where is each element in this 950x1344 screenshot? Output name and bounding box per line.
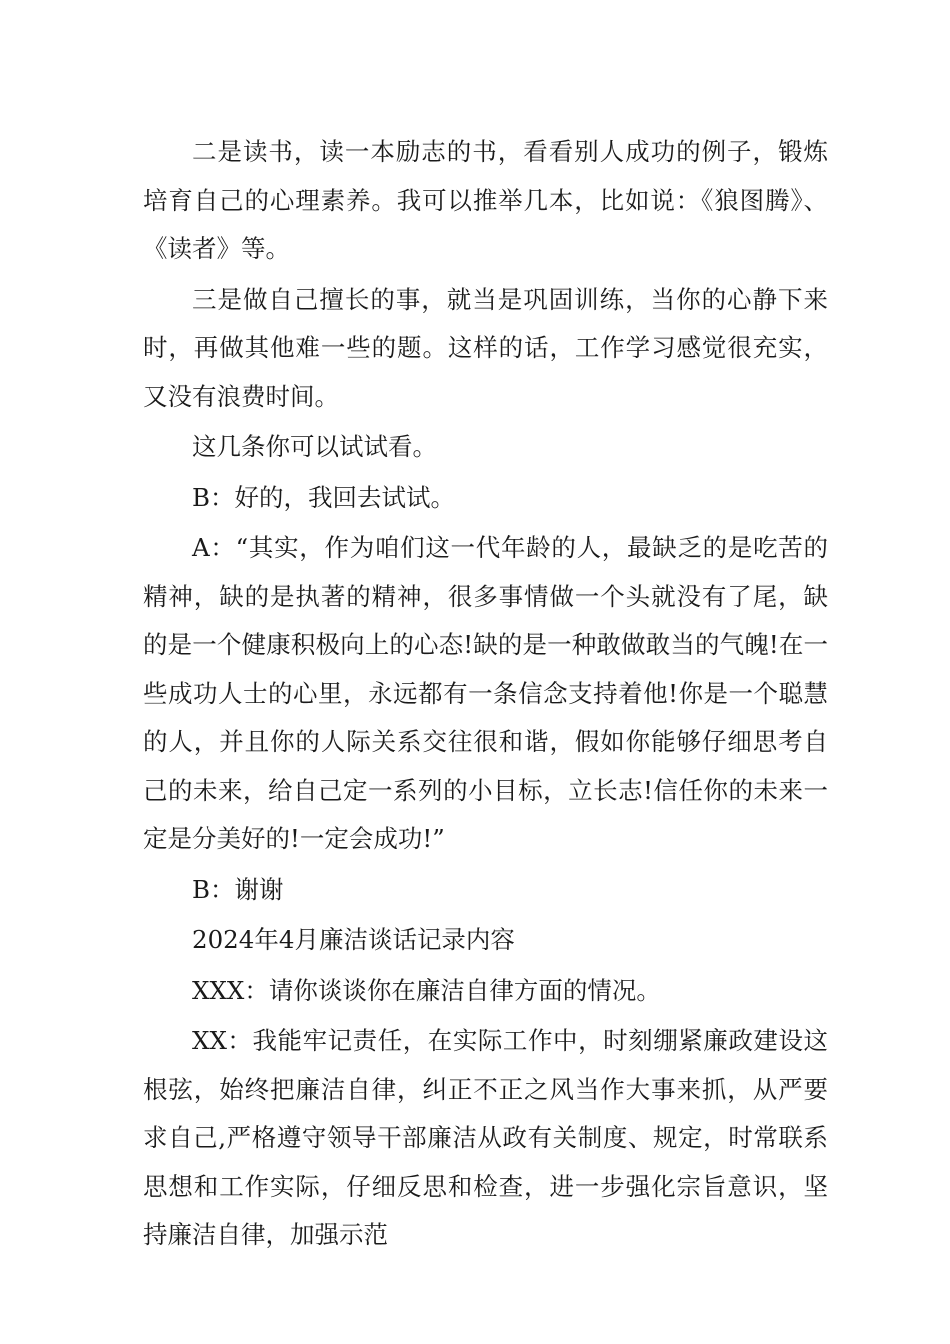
paragraph-question: XXX：请你谈谈你在廉洁自律方面的情况。 [192, 975, 661, 1005]
paragraph-answer: XX：我能牢记责任，在实际工作中，时刻绷紧廉政建设这根弦，始终把廉洁自律，纠正不正之风当作大事来抓，从严要求自己,严格遵守领导干部廉洁从政有关制度、规定，时常联系思想和工作实际，仔细反思和检查，进一步强化宗旨意识，坚持廉洁自律，加强示范 [143, 1026, 828, 1249]
paragraph-b-reply: B：好的，我回去试试。 [192, 482, 456, 512]
paragraph-try-it: 这几条你可以试试看。 [192, 432, 437, 461]
paragraph-b-thanks: B：谢谢 [192, 874, 284, 904]
document-body [143, 128, 828, 1262]
paragraph-a-advice: A：“其实，作为咱们这一代年龄的人，最缺乏的是吃苦的精神，缺的是执著的精神，很多事情做一个头就没有了尾，缺的是一个健康积极向上的心态!缺的是一种敢做敢当的气魄!在一些成功人士的心里，永远都有一条信念支持着他!你是一个聪慧的人，并且你的人际关系交往很和谐，假如你能够仔细思考自己的未来，给自己定一系列的小目标，立长志!信任你的未来一定是分美好的!一定会成功!” [143, 533, 828, 853]
section-title: 2024年4月廉洁谈话记录内容 [192, 925, 515, 954]
paragraph-reading: 二是读书，读一本励志的书，看看别人成功的例子，锻炼培育自己的心理素养。我可以推举几本，比如说：《狼图腾》、《读者》等。 [143, 137, 828, 263]
paragraph-strengths: 三是做自己擅长的事，就当是巩固训练，当你的心静下来时，再做其他难一些的题。这样的话，工作学习感觉很充实，又没有浪费时间。 [143, 284, 828, 411]
